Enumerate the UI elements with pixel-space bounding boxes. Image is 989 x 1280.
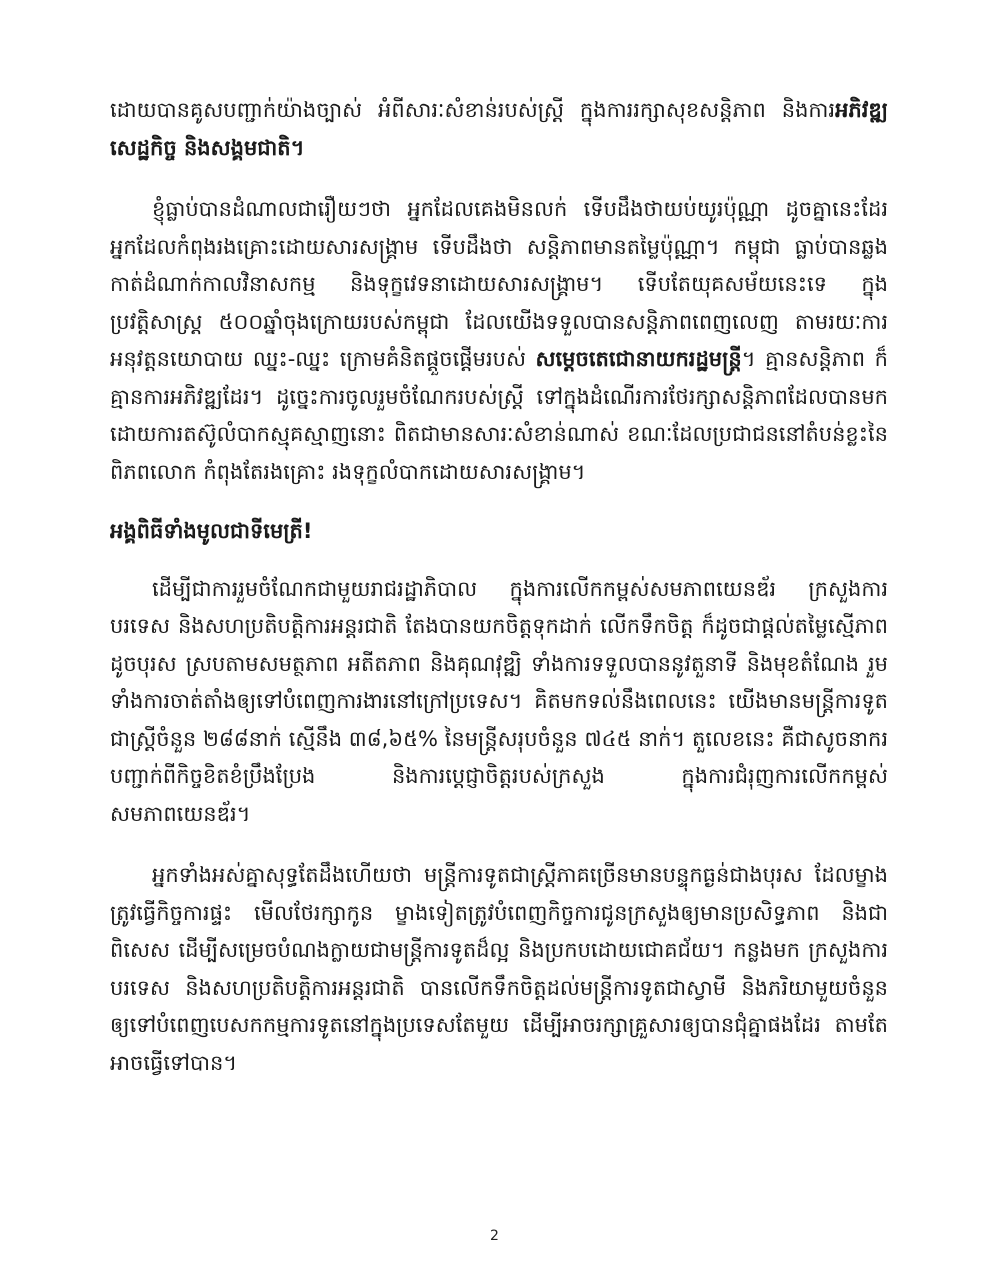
- paragraph-women-diplomats: អ្នកទាំងអស់គ្នាសុទ្ធតែដឹងហើយថា មន្ត្រីការទូតជាស្ត្រីភាគច្រើនមានបន្ទុកធ្ងន់ជាងបុរស ដែលម្ខាងត្រូវធ្វើកិច្ចការផ្ទះ មើលថែរក្សាកូន ម្ខាងទៀតត្រូវបំពេញកិច្ចការជូនក្រសួងឲ្យមានប្រសិទ្ធភាព និងជាពិសេស ដើម្បីសម្រេចបំណងក្លាយជាមន្ត្រីការទូតដ៏ល្អ និងប្រកបដោយជោគជ័យ។ កន្លងមក ក្រសួងការបរទេស និងសហប្រតិបត្តិការអន្តរជាតិ បានលើកទឹកចិត្តដល់មន្ត្រីការទូតជាស្វាមី និងភរិយាមួយចំនួន ឲ្យទៅបំពេញបេសកកម្មការទូតនៅក្នុងប្រទេសតែមួយ ដើម្បីអាចរក្សាគ្រួសារឲ្យបានជុំគ្នាផងដែរ តាមតែអាចធ្វើទៅបាន។: [110, 863, 888, 1075]
- page-number: 2: [490, 1228, 499, 1244]
- paragraph-text: ដោយបានគូសបញ្ជាក់យ៉ាងច្បាស់ អំពីសារៈសំខាន់របស់ស្ត្រី ក្នុងការរក្សាសុខសន្តិភាព និងការ: [110, 98, 836, 122]
- paragraph-text: ។ គ្មានសន្តិភាព ក៏គ្មានការអភិវឌ្ឍដែរ។ ដូច្នេះការចូលរួមចំណែករបស់ស្ត្រី ទៅក្នុងដំណើរការថែរក្សាសន្តិភាពដែលបានមកដោយការតស៊ូលំបាកស្មុគស្មាញនោះ ពិតជាមានសារៈសំខាន់ណាស់ ខណៈដែលប្រជាជននៅតំបន់ខ្លះនៃពិភពលោក កំពុងតែរងគ្រោះ រងទុក្ខលំបាកដោយសារសង្គ្រាម។: [110, 347, 889, 484]
- paragraph-bold-text: អភិវឌ្ឍសេដ្ឋកិច្ច និងសង្គមជាតិ។: [110, 98, 888, 160]
- paragraph-continuation: [110, 92, 888, 167]
- section-heading: អង្គពិធីទាំងមូលជាទីមេត្រី!: [110, 519, 313, 543]
- paragraph-gender-equality: ដើម្បីជាការរួមចំណែកជាមួយរាជរដ្ឋាភិបាល ក្នុងការលើកកម្ពស់សមភាពយេនឌ័រ ក្រសួងការបរទេស និងសហប្រតិបត្តិការអន្តរជាតិ តែងបានយកចិត្តទុកដាក់ លើកទឹកចិត្ត ក៏ដូចជាផ្តល់តម្លៃស្មើភាពដូចបុរស ស្របតាមសមត្ថភាព អតីតភាព និងគុណវុឌ្ឍិ ទាំងការទទួលបាននូវតួនាទី និងមុខតំណែង រួមទាំងការចាត់តាំងឲ្យទៅបំពេញការងារនៅក្រៅប្រទេស។ គិតមកទល់នឹងពេលនេះ យើងមានមន្ត្រីការទូតជាស្ត្រីចំនួន ២៨៨នាក់ ស្មើនឹង ៣៨,៦៥% នៃមន្ត្រីសរុបចំនួន ៧៤៥ នាក់។ តួលេខនេះ គឺជាសូចនាករបញ្ជាក់ពីកិច្ចខិតខំប្រឹងប្រែង និងការប្តេជ្ញាចិត្តរបស់ក្រសួង ក្នុងការជំរុញការលើកកម្ពស់សមភាពយេនឌ័រ។: [110, 576, 888, 826]
- prime-minister-title: សម្តេចតេជោនាយករដ្ឋមន្ត្រី: [535, 347, 742, 371]
- paragraph-peace: [110, 191, 888, 491]
- paragraph-text: ខ្ញុំធ្លាប់បានដំណាលជារឿយៗថា អ្នកដែលគេងមិនលក់ ទើបដឹងថាយប់យូរប៉ុណ្ណា ដូចគ្នានេះដែរ អ្នកដែលកំពុងរងគ្រោះដោយសារសង្គ្រាម ទើបដឹងថា សន្តិភាពមានតម្លៃប៉ុណ្ណា។ កម្ពុជា ធ្លាប់បានឆ្លងកាត់ដំណាក់កាលវិនាសកម្ម និងទុក្ខវេទនាដោយសារសង្គ្រាម។ ទើបតែយុគសម័យនេះទេ ក្នុងប្រវត្តិសាស្ត្រ ៥០០ឆ្នាំចុងក្រោយរបស់កម្ពុជា ដែលយើងទទួលបានសន្តិភាពពេញលេញ តាមរយៈការអនុវត្តនយោបាយ ឈ្នះ-ឈ្នះ ក្រោមគំនិតផ្តួចផ្តើមរបស់: [110, 197, 888, 371]
- document-body: [110, 92, 888, 1082]
